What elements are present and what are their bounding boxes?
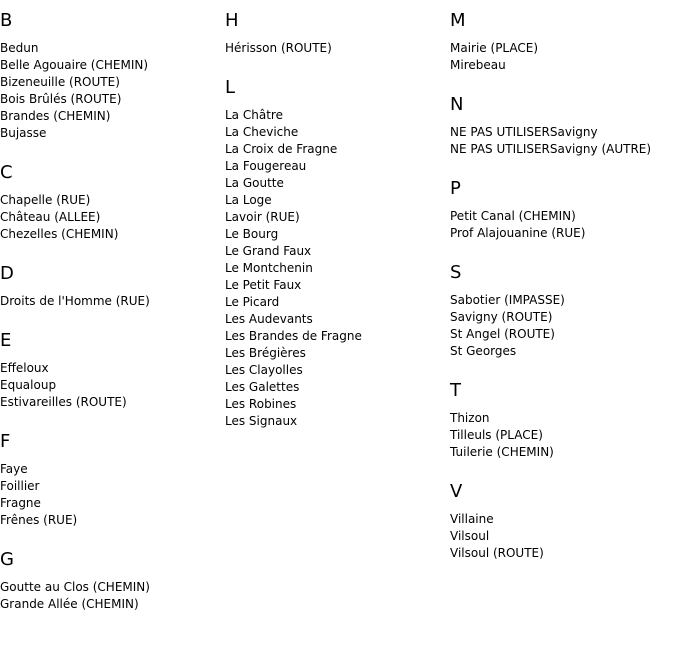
section-d	[0, 263, 220, 330]
street-list-item: Le Bourg	[225, 227, 279, 241]
index-column-1	[0, 10, 220, 613]
section-s	[450, 262, 675, 380]
street-list-item: Les Clayolles	[225, 363, 303, 377]
section-spacer	[450, 461, 675, 481]
street-list-item: Les Robines	[225, 397, 297, 411]
street-list-item: Hérisson (ROUTE)	[225, 41, 332, 55]
street-list-item: Les Brandes de Fragne	[225, 329, 362, 343]
street-list-item: Vilsoul (ROUTE)	[450, 546, 544, 560]
street-list-item: Savigny (ROUTE)	[450, 310, 553, 324]
section-spacer	[0, 310, 220, 330]
street-list-item: La Cheviche	[225, 125, 299, 139]
section-letter-heading: N	[450, 94, 464, 115]
street-list-item: Tuilerie (CHEMIN)	[450, 445, 554, 459]
street-list-item: Thizon	[450, 411, 490, 425]
section-letter-heading: D	[0, 263, 14, 284]
street-list	[0, 461, 220, 529]
section-spacer	[0, 411, 220, 431]
section-letter-heading: P	[450, 178, 461, 199]
section-c	[0, 162, 220, 263]
section-letter-heading: B	[0, 10, 13, 31]
street-list	[225, 40, 445, 57]
street-list-item: Frênes (RUE)	[0, 513, 78, 527]
street-list-item: Grande Allée (CHEMIN)	[0, 597, 139, 611]
street-list-item: Le Montchenin	[225, 261, 313, 275]
street-list	[0, 293, 220, 310]
street-list-item: Les Galettes	[225, 380, 300, 394]
street-list-item: Le Grand Faux	[225, 244, 312, 258]
section-letter-heading: C	[0, 162, 13, 183]
street-list-item: Sabotier (IMPASSE)	[450, 293, 565, 307]
street-list-item: Goutte au Clos (CHEMIN)	[0, 580, 150, 594]
street-list-item: Droits de l'Homme (RUE)	[0, 294, 150, 308]
section-l	[225, 77, 445, 430]
section-letter-heading: H	[225, 10, 239, 31]
section-b	[0, 10, 220, 162]
street-list-item: Equaloup	[0, 378, 57, 392]
street-list-item: Prof Alajouanine (RUE)	[450, 226, 586, 240]
street-list	[0, 579, 220, 613]
street-list-item: Fragne	[0, 496, 41, 510]
section-m	[450, 10, 675, 94]
section-e	[0, 330, 220, 431]
street-list-item: Villaine	[450, 512, 494, 526]
street-list-item: Château (ALLEE)	[0, 210, 101, 224]
section-h	[225, 10, 445, 77]
section-letter-heading: F	[0, 431, 11, 452]
section-letter-heading: V	[450, 481, 463, 502]
section-letter-heading: S	[450, 262, 462, 283]
street-list	[0, 40, 220, 142]
street-list-item: Chezelles (CHEMIN)	[0, 227, 119, 241]
street-list-item: Mairie (PLACE)	[450, 41, 539, 55]
street-list	[450, 511, 675, 562]
street-list	[450, 124, 675, 158]
street-list-item: La Loge	[225, 193, 272, 207]
street-list-item: St Georges	[450, 344, 517, 358]
street-list-item: Chapelle (RUE)	[0, 193, 91, 207]
street-list-item: Bois Brûlés (ROUTE)	[0, 92, 122, 106]
section-letter-heading: T	[450, 380, 461, 401]
street-list-item: Les Brégières	[225, 346, 306, 360]
street-list-item: Les Audevants	[225, 312, 313, 326]
street-list-item: La Châtre	[225, 108, 283, 122]
section-spacer	[0, 243, 220, 263]
street-list-item: Effeloux	[0, 361, 49, 375]
section-spacer	[225, 57, 445, 77]
street-list-item: Petit Canal (CHEMIN)	[450, 209, 576, 223]
street-list	[225, 107, 445, 430]
street-list-item: Faye	[0, 462, 28, 476]
section-spacer	[450, 360, 675, 380]
street-list-item: Brandes (CHEMIN)	[0, 109, 111, 123]
street-list	[0, 360, 220, 411]
street-list	[450, 292, 675, 360]
street-list-item: Estivareilles (ROUTE)	[0, 395, 127, 409]
street-list-item: La Goutte	[225, 176, 284, 190]
street-list	[450, 40, 675, 74]
street-list	[450, 208, 675, 242]
section-spacer	[0, 529, 220, 549]
street-list-item: NE PAS UTILISERSavigny (AUTRE)	[450, 142, 652, 156]
index-column-2	[225, 10, 445, 430]
street-list-item: Lavoir (RUE)	[225, 210, 300, 224]
section-g	[0, 549, 220, 613]
section-spacer	[0, 142, 220, 162]
street-list-item: St Angel (ROUTE)	[450, 327, 555, 341]
section-f	[0, 431, 220, 549]
section-n	[450, 94, 675, 178]
street-list-item: NE PAS UTILISERSavigny	[450, 125, 598, 139]
section-letter-heading: L	[225, 77, 236, 98]
street-list	[0, 192, 220, 243]
section-spacer	[450, 74, 675, 94]
street-list-item: Le Picard	[225, 295, 280, 309]
street-list-item: Bizeneuille (ROUTE)	[0, 75, 120, 89]
street-list-item: Bedun	[0, 41, 39, 55]
street-list-item: Le Petit Faux	[225, 278, 302, 292]
section-letter-heading: M	[450, 10, 466, 31]
section-spacer	[450, 242, 675, 262]
street-list-item: Bujasse	[0, 126, 47, 140]
street-list-item: La Croix de Fragne	[225, 142, 338, 156]
street-list-item: La Fougereau	[225, 159, 307, 173]
street-list-item: Les Signaux	[225, 414, 298, 428]
street-list-item: Belle Agouaire (CHEMIN)	[0, 58, 149, 72]
section-letter-heading: E	[0, 330, 12, 351]
section-letter-heading: G	[0, 549, 14, 570]
street-list	[450, 410, 675, 461]
street-list-item: Foillier	[0, 479, 40, 493]
section-spacer	[450, 158, 675, 178]
section-t	[450, 380, 675, 481]
street-list-item: Mirebeau	[450, 58, 506, 72]
section-p	[450, 178, 675, 262]
street-list-item: Tilleuls (PLACE)	[450, 428, 543, 442]
section-v	[450, 481, 675, 562]
street-list-item: Vilsoul	[450, 529, 490, 543]
index-column-3	[450, 10, 675, 562]
